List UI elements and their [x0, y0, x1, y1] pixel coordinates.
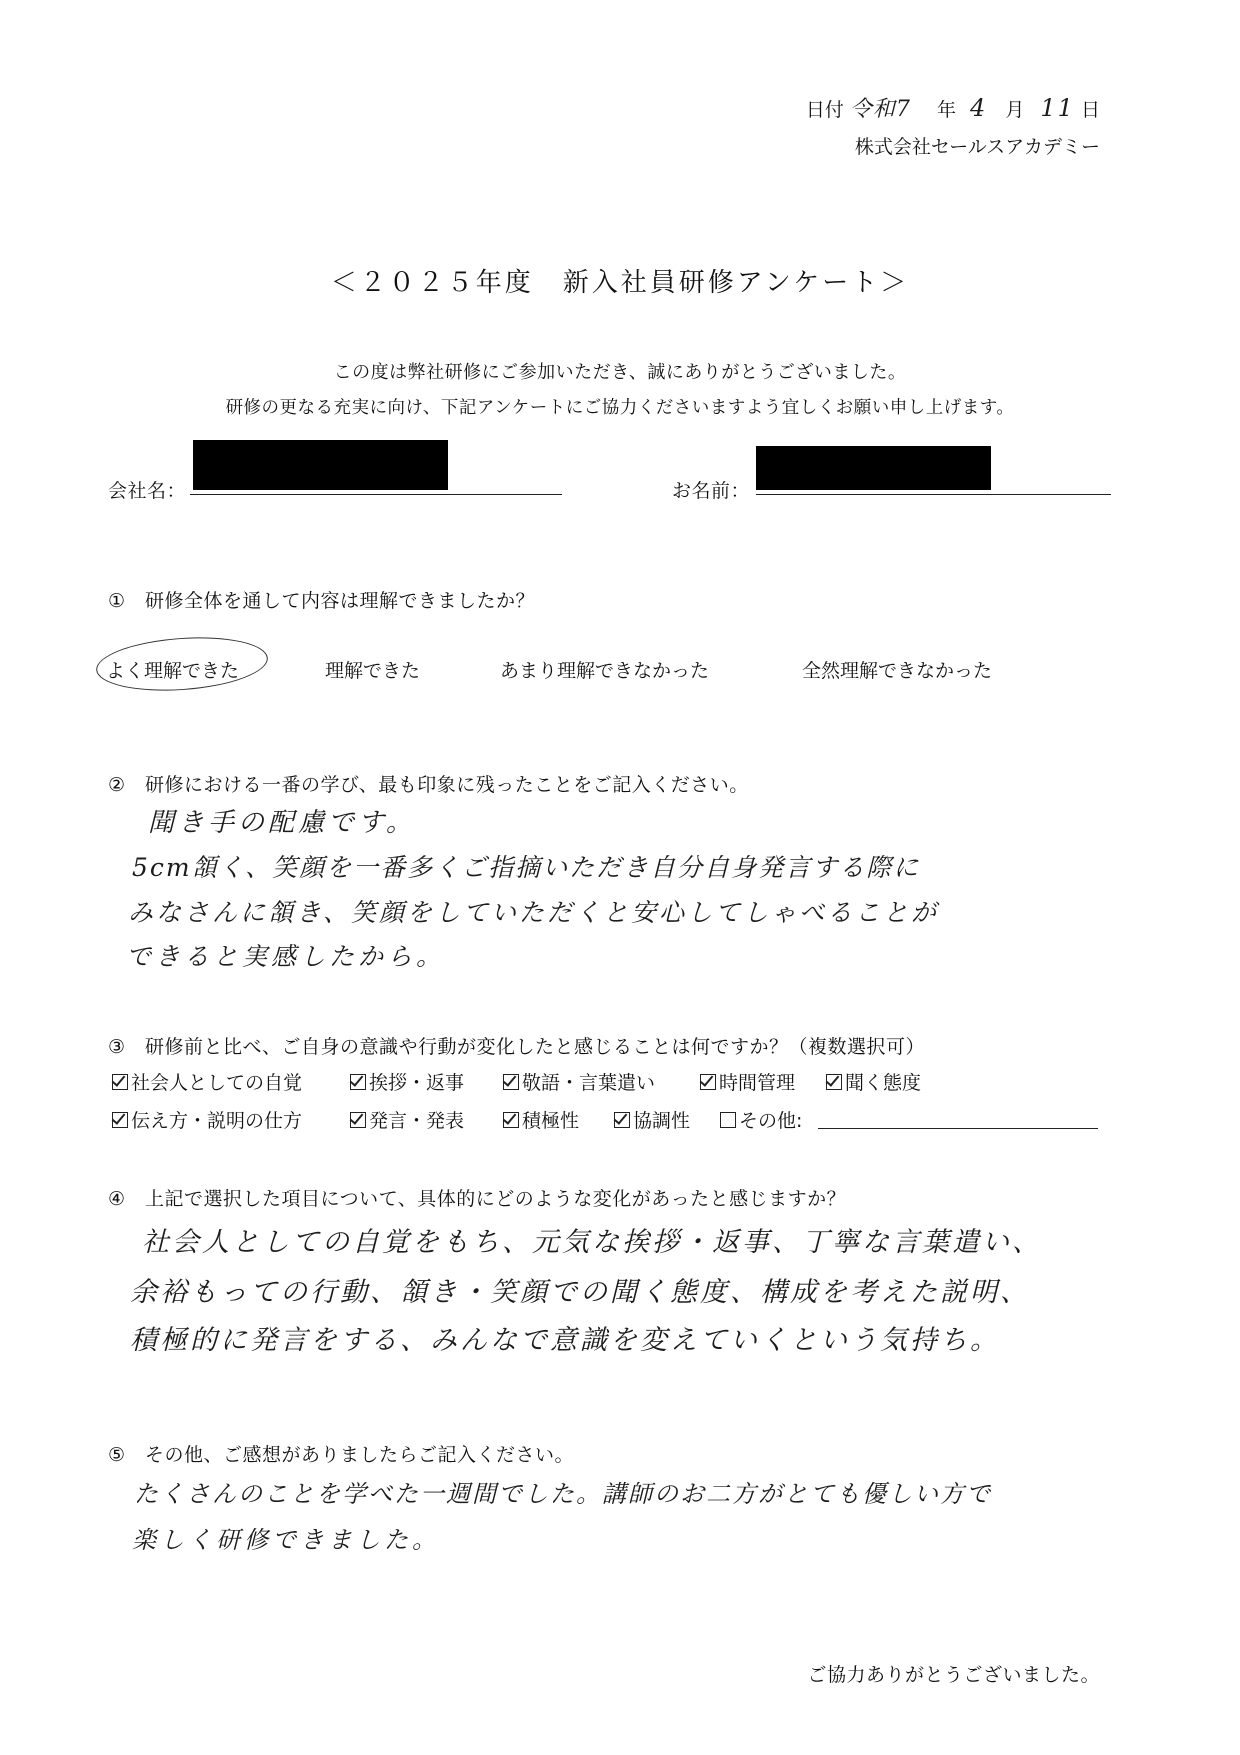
checkbox-checked-icon [350, 1112, 366, 1128]
checkbox-checked-icon [614, 1112, 630, 1128]
footer-thanks: ご協力ありがとうございました。 [807, 1664, 1100, 1686]
q3-checkbox-aisatsu[interactable]: 挨拶・返事 [350, 1068, 464, 1095]
checkbox-checked-icon [503, 1074, 519, 1090]
checkbox-checked-icon [350, 1074, 366, 1090]
date-line [806, 92, 1100, 123]
q2-question: ② 研修における一番の学び、最も印象に残ったことをご記入ください。 [108, 774, 749, 796]
q3-checkbox-sonota[interactable]: その他: [720, 1106, 802, 1133]
q3-checkbox-sekkyoku[interactable]: 積極性 [503, 1106, 579, 1133]
q3-checkbox-keigo[interactable]: 敬語・言葉遣い [503, 1068, 655, 1095]
q2-answer-line-3: みなさんに頷き、笑顔をしていただくと安心してしゃべることが [128, 898, 940, 927]
q4-answer-line-1: 社会人としての自覚をもち、元気な挨拶・返事、丁寧な言葉遣い、 [142, 1227, 1042, 1258]
q3-question: ③ 研修前と比べ、ご自身の意識や行動が変化したと感じることは何ですか？（複数選択可） [108, 1036, 926, 1058]
company-field-label: 会社名： [108, 480, 187, 502]
month-handwritten: 4 [970, 94, 990, 122]
q1-selection-circle [94, 632, 269, 696]
name-field-label: お名前： [672, 480, 751, 502]
checkbox-checked-icon [112, 1112, 128, 1128]
q1-option-2: 理解できた [325, 660, 421, 682]
q1-option-3: あまり理解できなかった [500, 660, 710, 682]
q2-answer-line-1: 聞き手の配慮です。 [148, 808, 416, 838]
company-redaction [193, 440, 448, 490]
checkbox-empty-icon [720, 1112, 736, 1128]
q3-checkbox-tsutaekata[interactable]: 伝え方・説明の仕方 [112, 1106, 302, 1133]
day-handwritten: 11 [1040, 94, 1075, 122]
q3-checkbox-kyouchou[interactable]: 協調性 [614, 1106, 690, 1133]
q4-question: ④ 上記で選択した項目について、具体的にどのような変化があったと感じますか？ [108, 1188, 847, 1210]
name-redaction [756, 446, 991, 490]
q3-checkbox-jikan[interactable]: 時間管理 [700, 1068, 795, 1095]
q5-question: ⑤ その他、ご感想がありましたらご記入ください。 [108, 1444, 575, 1466]
year-label: 年 [936, 99, 956, 121]
checkbox-checked-icon [826, 1074, 842, 1090]
q4-answer-line-2: 余裕もっての行動、頷き・笑顔での聞く態度、構成を考えた説明、 [130, 1277, 1030, 1308]
date-era-handwritten: 令和7 [849, 97, 911, 122]
q2-answer-line-4: できると実感したから。 [126, 942, 446, 971]
name-field-line [756, 494, 1111, 495]
intro-line-2: 研修の更なる充実に向け、下記アンケートにご協力くださいますよう宜しくお願い申し上げます。 [225, 398, 1015, 418]
checkbox-checked-icon [503, 1112, 519, 1128]
q3-checkbox-hatsugen[interactable]: 発言・発表 [350, 1106, 464, 1133]
checkbox-checked-icon [112, 1074, 128, 1090]
page-title: ＜２０２５年度 新入社員研修アンケート＞ [330, 268, 910, 298]
q4-answer-line-3: 積極的に発言をする、みんなで意識を変えていくという気持ち。 [130, 1325, 1000, 1356]
company-field-line [190, 494, 562, 495]
q1-option-1: よく理解できた [106, 660, 240, 682]
date-label: 日付 [805, 99, 844, 121]
month-label: 月 [1005, 99, 1025, 121]
q5-answer-line-2: 楽しく研修できました。 [132, 1526, 440, 1554]
q2-answer-line-2: 5cm頷く、笑顔を一番多くご指摘いただき自分自身発言する際に [132, 853, 921, 882]
day-label: 日 [1080, 99, 1100, 121]
intro-line-1: この度は弊社研修にご参加いただき、誠にありがとうございました。 [333, 362, 907, 383]
q3-checkbox-kiku[interactable]: 聞く態度 [826, 1068, 921, 1095]
checkbox-checked-icon [700, 1074, 716, 1090]
q3-checkbox-jikaku[interactable]: 社会人としての自覚 [112, 1068, 302, 1095]
q5-answer-line-1: たくさんのことを学べた一週間でした。講師のお二方がとても優しい方で [134, 1480, 992, 1508]
q3-other-field-line [818, 1128, 1098, 1129]
company-name-header: 株式会社セールスアカデミー [854, 136, 1100, 158]
q1-question: ① 研修全体を通して内容は理解できましたか？ [108, 590, 536, 612]
q1-option-4: 全然理解できなかった [802, 660, 993, 682]
